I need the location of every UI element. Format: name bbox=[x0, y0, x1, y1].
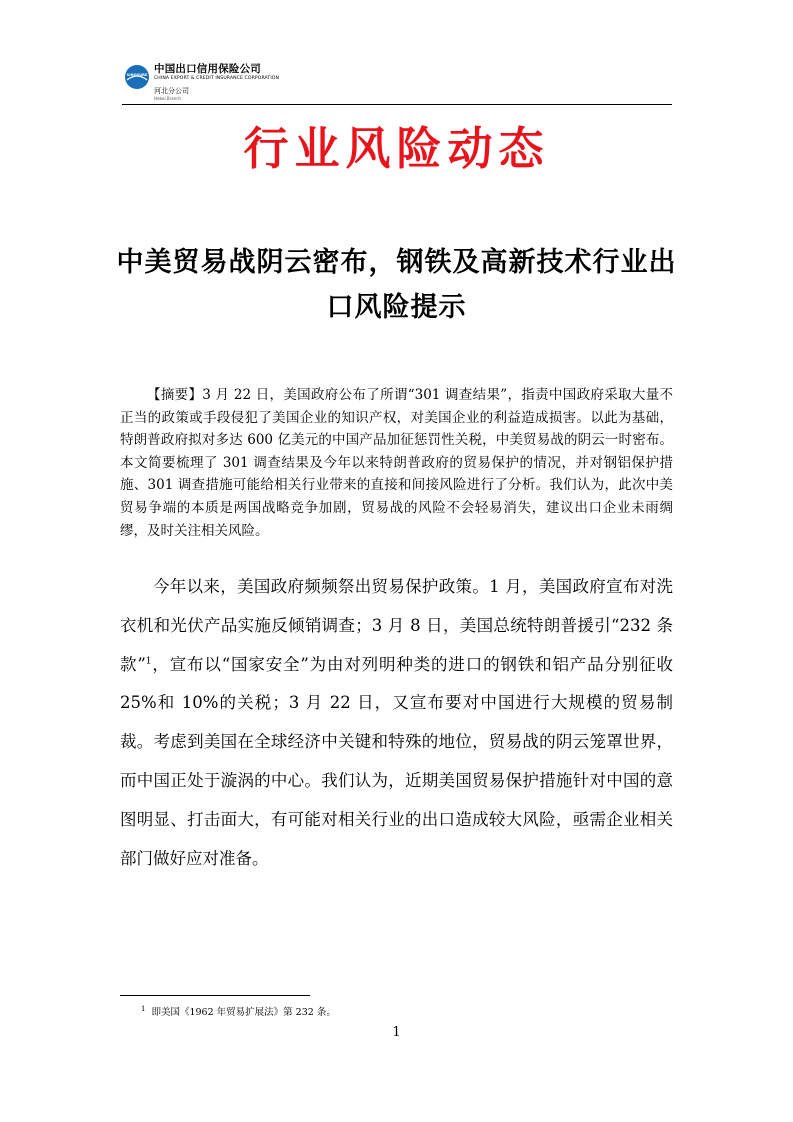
article-title: 中美贸易战阴云密布，钢铁及高新技术行业出口风险提示 bbox=[116, 247, 677, 323]
body-text-part1: 今年以来，美国政府频频祭出贸易保护政策。1 月，美国政府宣布对洗衣机和光伏产品实施反倾销调查；3 月 8 日，美国总统特朗普援引“232 条款” bbox=[120, 577, 673, 674]
footnote bbox=[141, 1004, 336, 1018]
branch-name-cn: 河北分公司 bbox=[154, 87, 189, 95]
abstract-paragraph: 【摘要】3 月 22 日，美国政府公布了所谓“301 调查结果”，指责中国政府采取大量不正当的政策或手段侵犯了美国企业的知识产权，对美国企业的利益造成损害。以此为基础，特朗普政府拟对多达 600 亿美元的中国产品加征惩罚性关税，中美贸易战的阴云一时密布。本文简要梳理了 301 调查结果及今年以来特朗普政府的贸易保护的情况，并对钢铝保护措施、301 调查措施可能给相关行业带来的直接和间接风险进行了分析。我们认为，此次中美贸易争端的本质是两国战略竞争加剧，贸易战的风险不会轻易消失，建议出口企业未雨绸缪，及时关注相关风险。 bbox=[120, 387, 673, 539]
header-divider bbox=[122, 104, 672, 105]
page-number: 1 bbox=[392, 1025, 401, 1040]
body-text-part2: ，宣布以“国家安全”为由对列明种类的进口的钢铁和铝产品分别征收 25%和 10%的关税；3 月 22 日，又宣布要对中国进行大规模的贸易制裁。考虑到美国在全球经济中关键和特殊的地位，贸易战的阴云笼罩世界，而中国正处于漩涡的中心。我们认为，近期美国贸易保护措施针对中国的意图明显、打击面大，有可能对相关行业的出口造成较大风险，亟需企业相关部门做好应对准备。 bbox=[120, 654, 673, 868]
footnote-reference[interactable]: 1 bbox=[145, 656, 152, 667]
branch-name-en: Hebei Branch bbox=[154, 96, 181, 101]
letterhead bbox=[122, 58, 672, 104]
logo-badge-text: SINOSURE bbox=[126, 73, 148, 77]
footnote-text: 即美国《1962 年贸易扩展法》第 232 条。 bbox=[151, 1007, 336, 1018]
masthead-title: 行业风险动态 bbox=[243, 122, 550, 175]
company-name-en: CHINA EXPORT & CREDIT INSURANCE CORPORATION bbox=[154, 76, 280, 81]
footnote-separator bbox=[120, 995, 310, 996]
body-paragraph bbox=[120, 568, 673, 878]
sinosure-logo-icon bbox=[122, 60, 152, 90]
footnote-mark: 1 bbox=[141, 1004, 146, 1013]
company-name-cn: 中国出口信用保险公司 bbox=[154, 63, 261, 75]
